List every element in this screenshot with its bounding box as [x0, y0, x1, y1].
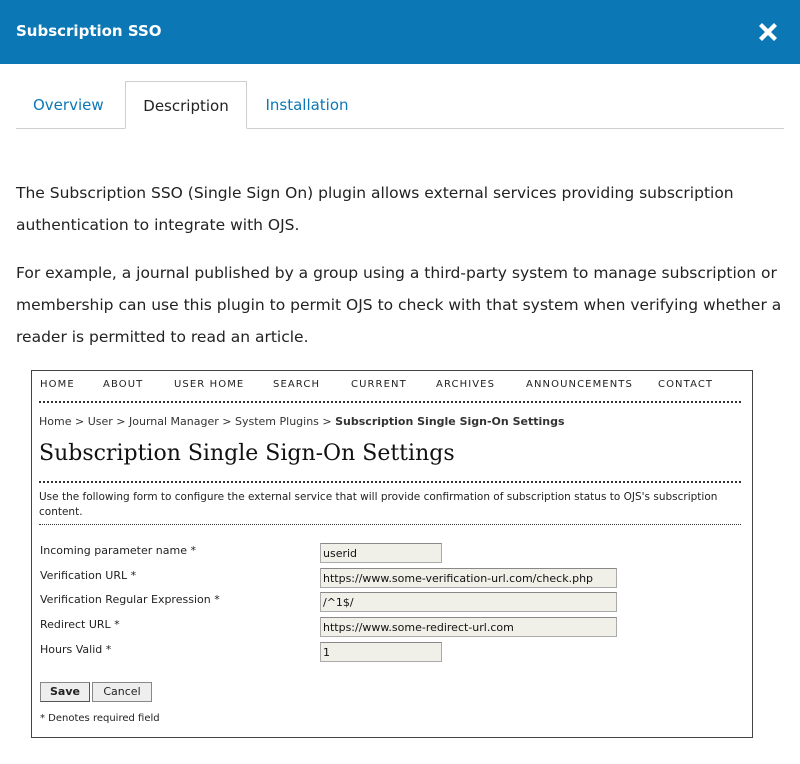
modal-header [0, 0, 800, 64]
tab-description[interactable]: Description [125, 81, 247, 129]
breadcrumb-separator: > [116, 415, 126, 428]
nav-current: CURRENT [351, 379, 407, 390]
nav-archives: ARCHIVES [436, 379, 496, 390]
tab-bar [16, 81, 784, 129]
required-field-note: * Denotes required field [40, 713, 160, 724]
screenshot-nav [39, 379, 741, 403]
verification-regex-label: Verification Regular Expression * [40, 593, 220, 606]
redirect-url-input: https://www.some-redirect-url.com [320, 617, 617, 637]
breadcrumb-user: User [87, 415, 113, 428]
nav-contact: CONTACT [658, 379, 714, 390]
nav-about: ABOUT [103, 379, 144, 390]
settings-screenshot [31, 370, 753, 738]
description-paragraph-1: The Subscription SSO (Single Sign On) plugin allows external services providing subscription authentication to integrate with OJS. [16, 184, 734, 234]
settings-intro: Use the following form to configure the external service that will provide confirmation of subscription status to OJS's subscription content. [39, 491, 718, 518]
title-divider [39, 481, 741, 483]
breadcrumb-separator: > [74, 415, 85, 428]
nav-home: HOME [40, 379, 75, 390]
breadcrumb [39, 415, 565, 428]
breadcrumb-separator: > [222, 415, 232, 428]
breadcrumb-system-plugins: System Plugins [234, 415, 319, 428]
intro-divider [39, 524, 741, 525]
nav-search: SEARCH [273, 379, 321, 390]
save-button: Save [40, 682, 90, 702]
hours-valid-label: Hours Valid * [40, 643, 112, 656]
hours-valid-input: 1 [320, 642, 442, 662]
modal-title: Subscription SSO [16, 22, 162, 40]
tab-overview[interactable]: Overview [33, 96, 104, 114]
tab-installation[interactable]: Installation [265, 96, 349, 114]
nav-announcements: ANNOUNCEMENTS [526, 379, 633, 390]
breadcrumb-journal-manager: Journal Manager [129, 415, 219, 428]
breadcrumb-separator: > [322, 415, 332, 428]
settings-page-title: Subscription Single Sign-On Settings [39, 441, 455, 466]
verification-regex-input: /^1$/ [320, 592, 617, 612]
incoming-parameter-label: Incoming parameter name * [40, 544, 196, 557]
incoming-parameter-input: userid [320, 543, 442, 563]
verification-url-input: https://www.some-verification-url.com/check.php [320, 568, 617, 588]
close-icon[interactable] [754, 18, 782, 46]
cancel-button: Cancel [92, 682, 152, 702]
breadcrumb-home: Home [39, 415, 72, 428]
redirect-url-label: Redirect URL * [40, 618, 120, 631]
nav-user-home: USER HOME [174, 379, 245, 390]
breadcrumb-current: Subscription Single Sign-On Settings [335, 415, 565, 428]
verification-url-label: Verification URL * [40, 569, 137, 582]
description-paragraph-2: For example, a journal published by a group using a third-party system to manage subscription or membership can use this plugin to permit OJS to check with that system when verifying whether a reader is permitted to read an article. [16, 264, 782, 346]
